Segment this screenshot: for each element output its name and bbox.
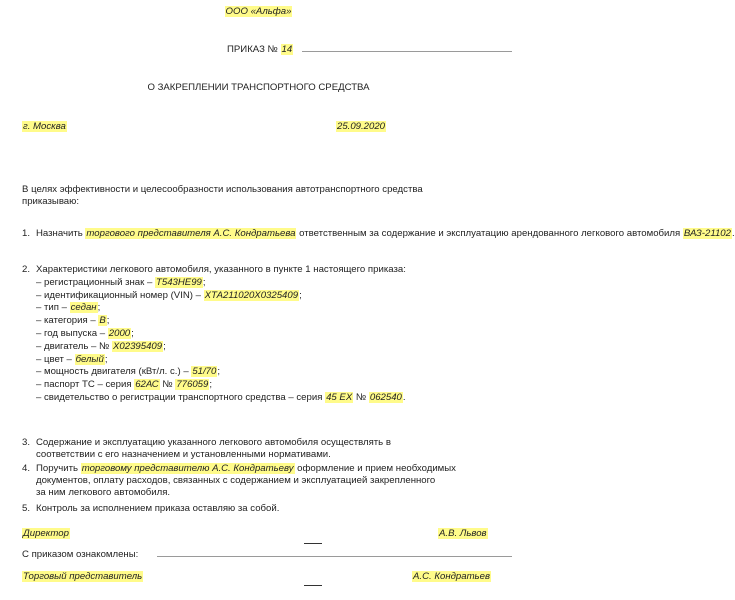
signature-line	[304, 543, 322, 544]
vin-row: – идентификационный номер (VIN) – ХТА211020Х0325409;	[36, 289, 302, 301]
assignee: торговому представителю А.С. Кондратьеву	[81, 463, 294, 474]
pts-row: – паспорт ТС – серия 62АС № 776059;	[36, 379, 212, 391]
type-row: – тип – седан;	[36, 302, 101, 314]
category-row: – категория – В;	[36, 315, 110, 327]
car-model: ВАЗ-21102	[683, 228, 731, 239]
order-number: 14	[281, 44, 293, 55]
item-5: 5. Контроль за исполнением приказа оставляю за собой.	[22, 503, 280, 514]
engine-row: – двигатель – № Х02395409;	[36, 340, 166, 352]
acknowledger-name: А.С. Кондратьев	[413, 571, 490, 582]
registration-cert-row: – свидетельство о регистрации транспортного средства – серия 45 ЕХ № 062540.	[36, 391, 406, 403]
car-characteristics-list	[22, 277, 482, 405]
color-row: – цвет – белый;	[36, 353, 108, 365]
signer-role: Директор	[23, 528, 69, 539]
item-2: 2. Характеристики легкового автомобиля, указанного в пункте 1 настоящего приказа: – регистрационный знак – Т543НЕ99; – идентификационный номер (VIN) – ХТА211020Х0325409; – тип – седан; – категория – В; – год выпуска – 2000; – двигатель – № Х02395409; – цвет – белый; – мощность двигателя (кВт/л. с.) – 51/70; – паспорт ТС – серия 62АС № 776059; – свидетельство о регистрации транспортного средства – серия 45 ЕХ № 062540.	[22, 264, 482, 405]
order-date: 25.09.2020	[337, 121, 386, 132]
order-title: ПРИКАЗ № 14	[227, 44, 293, 55]
responsible-person: торгового представителя А.С. Кондратьева	[86, 228, 296, 239]
order-title-line	[302, 51, 512, 52]
acknowledged-label: С приказом ознакомлены:	[22, 549, 139, 560]
acknowledged-line	[157, 556, 512, 557]
city: г. Москва	[23, 121, 66, 132]
signer-name: А.В. Львов	[439, 528, 487, 539]
acknowledger-signature-line	[304, 585, 322, 586]
year-row: – год выпуска – 2000;	[36, 327, 134, 339]
acknowledger-role: Торговый представитель	[23, 571, 143, 582]
document-subject: О ЗАКРЕПЛЕНИИ ТРАНСПОРТНОГО СРЕДСТВА	[147, 82, 370, 93]
power-row: – мощность двигателя (кВт/л. с.) – 51/70;	[36, 366, 221, 378]
item-3: 3. Содержание и эксплуатацию указанного легкового автомобиля осуществлять в соответствии с его назначением и установленными нормативами.	[22, 437, 391, 460]
organization-name: ООО «Альфа»	[225, 6, 292, 17]
reg-plate-row: – регистрационный знак – Т543НЕ99;	[36, 276, 206, 288]
intro-paragraph: В целях эффективности и целесообразности использования автотранспортного средства приказываю:	[22, 184, 423, 207]
item-4: 4. Поручить торговому представителю А.С. Кондратьеву оформление и прием необходимых документов, оплату расходов, связанных с содержанием и эксплуатацией закрепленного за ним легкового автомобиля.	[22, 463, 456, 498]
item-1: 1. Назначить торгового представителя А.С. Кондратьева ответственным за содержание и эксплуатацию арендованного легкового автомобиля ВАЗ-21102.	[22, 228, 735, 239]
